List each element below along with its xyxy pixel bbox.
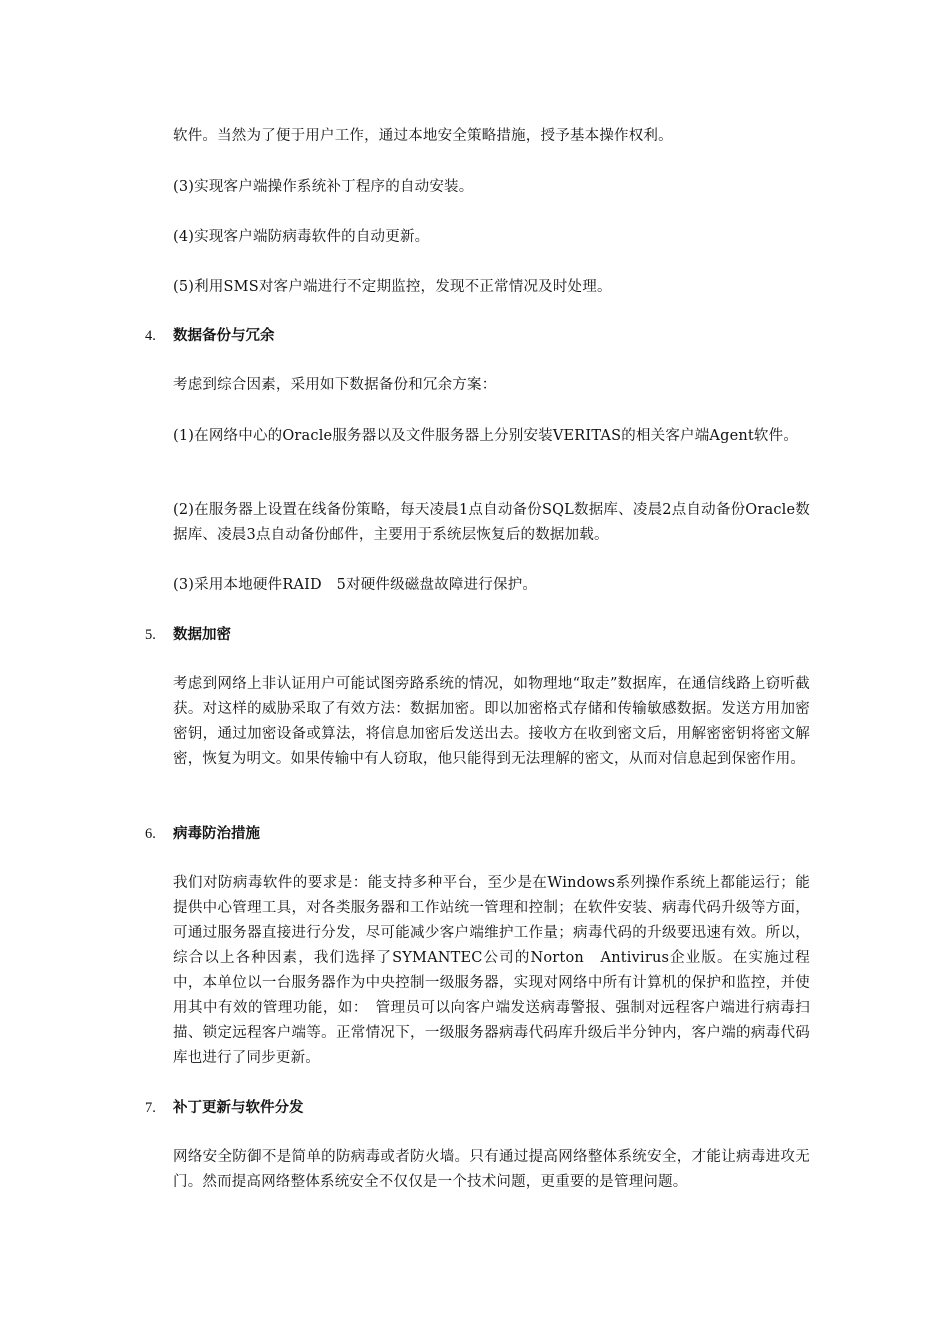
section-number: 5. [145, 627, 156, 643]
paragraph-encryption: 考虑到网络上非认证用户可能试图旁路系统的情况，如物理地“取走”数据库，在通信线路上窃听截获。对这样的威胁采取了有效方法：数据加密。即以加密格式存储和传输敏感数据。发送方用加密密钥，通过加密设备或算法，将信息加密后发送出去。接收方在收到密文后，用解密密钥将密文解密，恢复为明文。如果传输中有人窃取，他只能得到无法理解的密文，从而对信息起到保密作用。 [173, 676, 810, 767]
paragraph-item-4-antivirus: (4)实现客户端防病毒软件的自动更新。 [173, 229, 430, 245]
section-heading-backup [145, 323, 275, 349]
section-title: 补丁更新与软件分发 [173, 1099, 304, 1116]
paragraph-local-policy: 软件。当然为了便于用户工作，通过本地安全策略措施，授予基本操作权利。 [173, 128, 673, 144]
paragraph-item-5-sms: (5)利用SMS对客户端进行不定期监控，发现不正常情况及时处理。 [173, 279, 612, 295]
section-number: 7. [145, 1100, 156, 1116]
paragraph-backup-intro: 考虑到综合因素，采用如下数据备份和冗余方案： [173, 377, 497, 393]
paragraph-backup-item-1: (1)在网络中心的Oracle服务器以及文件服务器上分别安装VERITAS的相关客户端Agent软件。 [173, 428, 799, 444]
paragraph-item-3-patch: (3)实现客户端操作系统补丁程序的自动安装。 [173, 179, 474, 195]
section-title: 数据备份与冗余 [173, 327, 275, 344]
section-heading-patch [145, 1095, 304, 1121]
section-title: 数据加密 [173, 626, 231, 643]
section-number: 6. [145, 826, 156, 842]
paragraph-virus: 我们对防病毒软件的要求是：能支持多种平台，至少是在Windows系列操作系统上都能运行；能提供中心管理工具，对各类服务器和工作站统一管理和控制；在软件安装、病毒代码升级等方面，可通过服务器直接进行分发，尽可能减少客户端维护工作量；病毒代码的升级要迅速有效。所以，综合以上各种因素，我们选择了SYMANTEC公司的Norton Antivirus企业版。在实施过程中，本单位以一台服务器作为中央控制一级服务器，实现对网络中所有计算机的保护和监控，并使用其中有效的管理功能，如： 管理员可以向客户端发送病毒警报、强制对远程客户端进行病毒扫描、锁定远程客户端等。正常情况下，一级服务器病毒代码库升级后半分钟内，客户端的病毒代码库也进行了同步更新。 [173, 875, 810, 1066]
section-title: 病毒防治措施 [173, 825, 260, 842]
paragraph-patch: 网络安全防御不是简单的防病毒或者防火墙。只有通过提高网络整体系统安全，才能让病毒进攻无门。然而提高网络整体系统安全不仅仅是一个技术问题，更重要的是管理问题。 [173, 1149, 810, 1190]
paragraph-backup-item-3: (3)采用本地硬件RAID 5对硬件级磁盘故障进行保护。 [173, 577, 538, 593]
section-number: 4. [145, 328, 156, 344]
section-heading-encryption [145, 622, 231, 648]
section-heading-virus [145, 821, 260, 847]
paragraph-backup-item-2: (2)在服务器上设置在线备份策略，每天凌晨1点自动备份SQL数据库、凌晨2点自动备份Oracle数据库、凌晨3点自动备份邮件，主要用于系统层恢复后的数据加载。 [173, 502, 810, 543]
